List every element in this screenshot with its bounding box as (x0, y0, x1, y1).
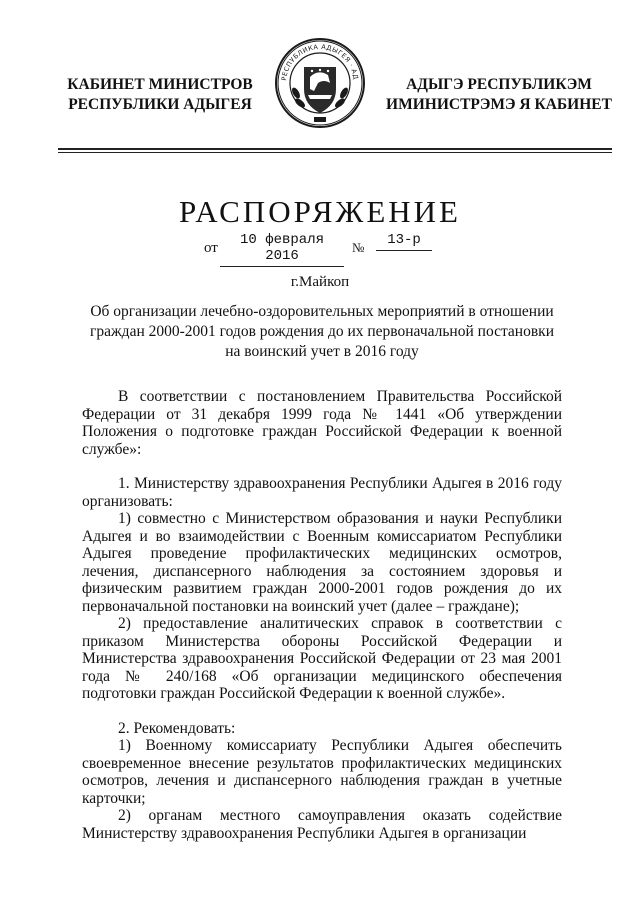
document-number: 13-р (376, 232, 432, 251)
date-prefix: от (204, 240, 218, 256)
body-paragraph-item-1-1: 1) совместно с Министерством образования и науки Республики Адыгея и во взаимодействии с Военным комиссариатом Республики Адыгея проведение профилактических медицинских осмотров, лечения, диспансерного наблюдения за состоянием здоровья и физическим развитием граждан 2000-2001 годов рождения до их первоначальной постановки на воинский учет (далее – граждане); (82, 510, 562, 615)
body-paragraph-item-2-2: 2) органам местного самоуправления оказать содействие Министерству здравоохранения Республики Адыгея в организации (82, 807, 562, 842)
emblem-ring-text: РЕСПУБЛИКА АДЫГЕЯ · АД (280, 42, 360, 82)
header-right-line2: ИМИНИСТРЭМЭ Я КАБИНЕТ (386, 96, 612, 113)
date-number-line (204, 232, 504, 264)
body-paragraph-item-2-1: 1) Военному комиссариату Республики Адыгея обеспечить своевременное внесение результатов профилактических медицинских осмотров, лечения и диспансерного наблюдения граждан в учетные карточки; (82, 737, 562, 807)
number-prefix: № (352, 240, 365, 255)
coat-of-arms-emblem-icon (274, 33, 366, 133)
document-body (82, 388, 562, 842)
document-date: 10 февраля 2016 (220, 232, 344, 267)
header-right-line1: АДЫГЭ РЕСПУБЛИКЭМ (406, 76, 592, 93)
header-left-line1: КАБИНЕТ МИНИСТРОВ (67, 76, 253, 93)
header-divider-thick (58, 148, 612, 150)
body-paragraph-item-1: 1. Министерству здравоохранения Республики Адыгея в 2016 году организовать: (82, 475, 562, 510)
header-left-block (60, 75, 260, 115)
header-left-line2: РЕСПУБЛИКИ АДЫГЕЯ (68, 96, 252, 113)
document-subject: Об организации лечебно-оздоровительных мероприятий в отношении граждан 2000-2001 годов рождения до их первоначальной постановки на воинский учет в 2016 году (89, 303, 554, 360)
header-divider-thin (58, 152, 612, 153)
header-right-block (386, 75, 612, 115)
body-paragraph-item-2: 2. Рекомендовать: (118, 719, 236, 737)
document-title: РАСПОРЯЖЕНИЕ (179, 194, 461, 229)
document-city: г.Майкоп (290, 274, 350, 290)
body-paragraph-item-1-2: 2) предоставление аналитических справок в соответствии с приказом Министерства обороны Российской Федерации и Министерства здравоохранения Российской Федерации от 23 мая 2001 года № 240/168 «Об организации медицинского обеспечения подготовки граждан Российской Федерации к военной службе». (82, 615, 562, 702)
body-paragraph-preamble: В соответствии с постановлением Правительства Российской Федерации от 31 декабря 1999 года № 1441 «Об утверждении Положения о подготовке граждан Российской Федерации к военной службе»: (82, 388, 562, 458)
